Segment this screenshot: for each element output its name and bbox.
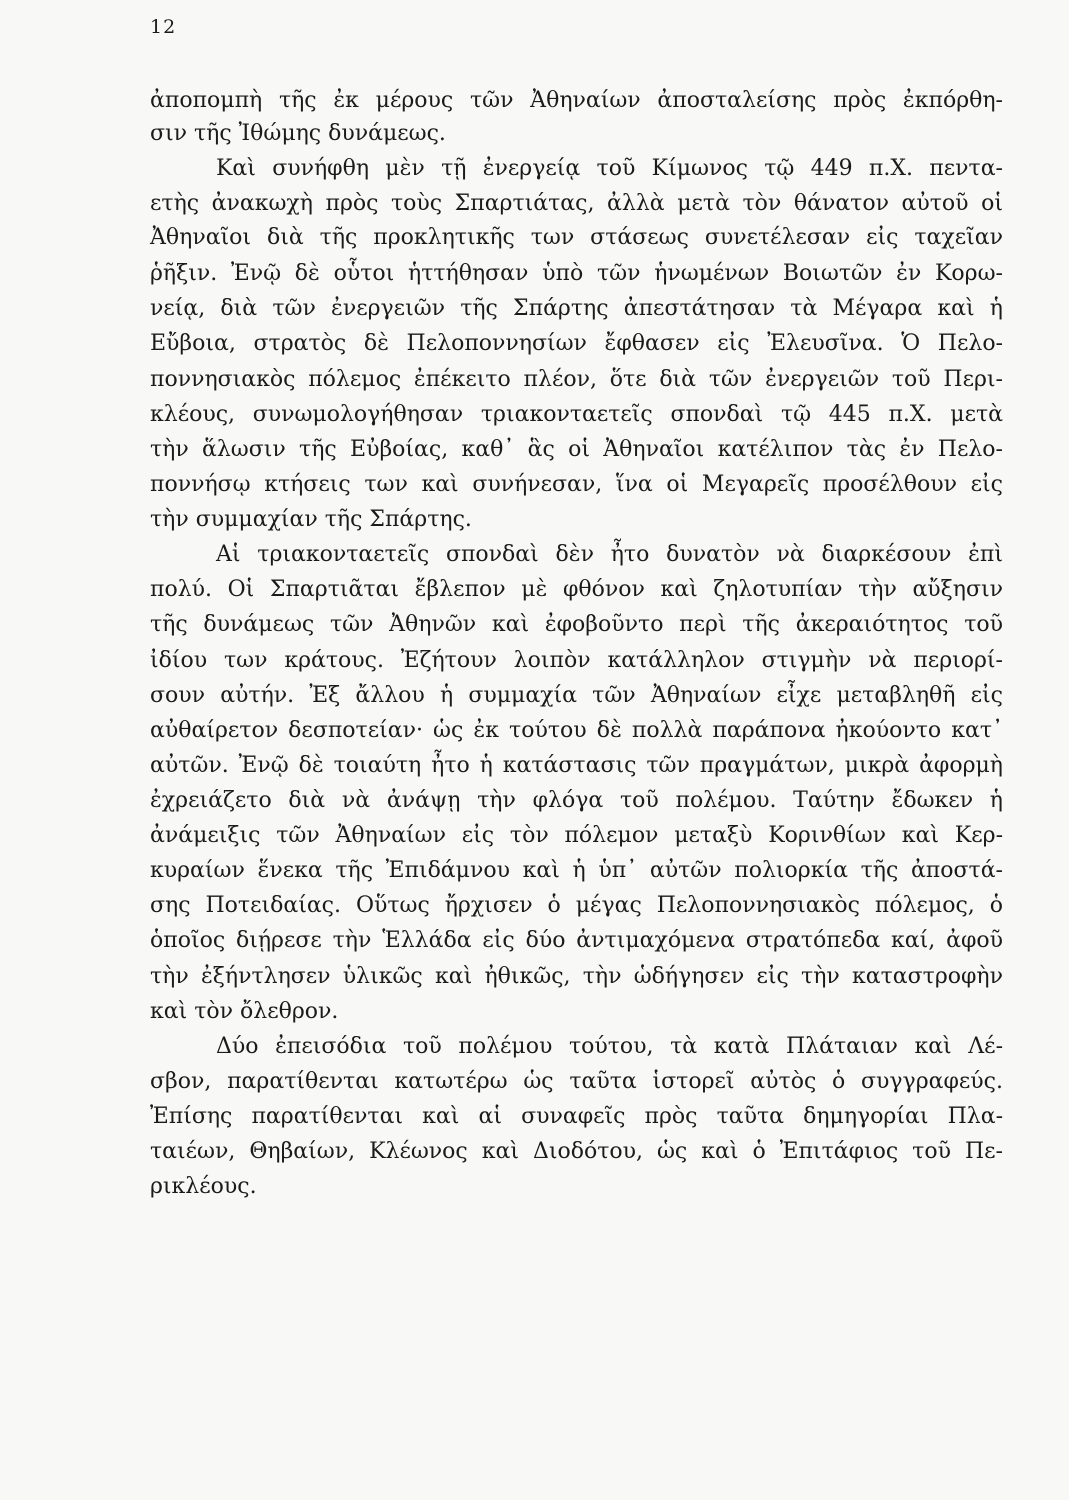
text-line: Εὔβοια, στρατὸς δὲ Πελοποννησίων ἔφθασεν εἰς Ἐλευσῖνα. Ὁ Πελο- <box>150 331 1003 356</box>
text-line: τῆς δυνάμεως τῶν Ἀθηνῶν καὶ ἐφοβοῦντο περὶ τῆς ἀκεραιότητος τοῦ <box>150 612 1003 637</box>
text-line: ποννησιακὸς πόλεμος ἐπέκειτο πλέον, ὅτε διὰ τῶν ἐνεργειῶν τοῦ Περι- <box>150 367 1003 392</box>
text-line: σουν αὐτήν. Ἐξ ἄλλου ἡ συμμαχία τῶν Ἀθηναίων εἶχε μεταβληθῆ εἰς <box>150 683 1003 708</box>
text-line: ἀνάμειξις τῶν Ἀθηναίων εἰς τὸν πόλεμον μεταξὺ Κορινθίων καὶ Κερ- <box>150 823 1003 848</box>
text-line: Αἱ τριακονταετεῖς σπονδαὶ δὲν ἦτο δυνατὸν νὰ διαρκέσουν ἐπὶ <box>216 542 1003 567</box>
text-line: κυραίων ἕνεκα τῆς Ἐπιδάμνου καὶ ἡ ὑπ᾽ αὐτῶν πολιορκία τῆς ἀποστά- <box>150 858 1003 883</box>
text-line: τὴν ἐξήντλησεν ὑλικῶς καὶ ἠθικῶς, τὴν ὡδήγησεν εἰς τὴν καταστροφὴν <box>150 964 1003 989</box>
text-line: Δύο ἐπεισόδια τοῦ πολέμου τούτου, τὰ κατὰ Πλάταιαν καὶ Λέ- <box>216 1034 1003 1059</box>
text-line: σης Ποτειδαίας. Οὕτως ἤρχισεν ὁ μέγας Πελοποννησιακὸς πόλεμος, ὁ <box>150 893 1003 918</box>
text-line: ἀποπομπὴ τῆς ἐκ μέρους τῶν Ἀθηναίων ἀποσταλείσης πρὸς ἐκπόρθη- <box>150 88 1003 113</box>
text-line: Ἀθηναῖοι διὰ τῆς προκλητικῆς των στάσεως συνετέλεσαν εἰς ταχεῖαν <box>150 225 1003 250</box>
text-line: πολύ. Οἱ Σπαρτιᾶται ἔβλεπον μὲ φθόνον καὶ ζηλοτυπίαν τὴν αὔξησιν <box>150 577 1003 602</box>
text-line: Καὶ συνήφθη μὲν τῇ ἐνεργείᾳ τοῦ Κίμωνος τῷ 449 π.Χ. πεντα- <box>216 156 1003 181</box>
text-line: καὶ τὸν ὄλεθρον. <box>150 999 339 1024</box>
text-line: αὐτῶν. Ἐνῷ δὲ τοιαύτη ἦτο ἡ κατάστασις τῶν πραγμάτων, μικρὰ ἀφορμὴ <box>150 753 1003 778</box>
text-line: ρικλέους. <box>150 1174 257 1199</box>
text-line: ετὴς ἀνακωχὴ πρὸς τοὺς Σπαρτιάτας, ἀλλὰ μετὰ τὸν θάνατον αὐτοῦ οἱ <box>150 191 1003 216</box>
text-line: κλέους, συνωμολογήθησαν τριακονταετεῖς σπονδαὶ τῷ 445 π.Χ. μετὰ <box>150 402 1003 427</box>
page-number: 12 <box>150 16 177 38</box>
text-line: ὁποῖος διῄρεσε τὴν Ἑλλάδα εἰς δύο ἀντιμαχόμενα στρατόπεδα καί, ἀφοῦ <box>150 928 1003 953</box>
text-line: ἐχρειάζετο διὰ νὰ ἀνάψῃ τὴν φλόγα τοῦ πολέμου. Ταύτην ἔδωκεν ἡ <box>150 788 1003 813</box>
text-line: αὐθαίρετον δεσποτείαν· ὡς ἐκ τούτου δὲ πολλὰ παράπονα ἠκούοντο κατ᾽ <box>150 718 1003 743</box>
text-line: τὴν ἅλωσιν τῆς Εὐβοίας, καθ᾽ ἃς οἱ Ἀθηναῖοι κατέλιπον τὰς ἐν Πελο- <box>150 437 1003 462</box>
text-line: σβον, παρατίθενται κατωτέρω ὡς ταῦτα ἱστορεῖ αὐτὸς ὁ συγγραφεύς. <box>150 1069 1003 1094</box>
text-line: ἰδίου των κράτους. Ἐζήτουν λοιπὸν κατάλληλον στιγμὴν νὰ περιορί- <box>150 648 1003 673</box>
text-line: τὴν συμμαχίαν τῆς Σπάρτης. <box>150 507 472 532</box>
text-line: ῥῆξιν. Ἐνῷ δὲ οὗτοι ἡττήθησαν ὑπὸ τῶν ἡνωμένων Βοιωτῶν ἐν Κορω- <box>150 261 1003 286</box>
text-line: Ἐπίσης παρατίθενται καὶ αἱ συναφεῖς πρὸς ταῦτα δημηγορίαι Πλα- <box>150 1104 1003 1129</box>
text-line: νείᾳ, διὰ τῶν ἐνεργειῶν τῆς Σπάρτης ἀπεστάτησαν τὰ Μέγαρα καὶ ἡ <box>150 296 1003 321</box>
text-line: σιν τῆς Ἰθώμης δυνάμεως. <box>150 121 446 146</box>
text-line: ταιέων, Θηβαίων, Κλέωνος καὶ Διοδότου, ὡς καὶ ὁ Ἐπιτάφιος τοῦ Πε- <box>150 1139 1003 1164</box>
text-line: ποννήσῳ κτήσεις των καὶ συνήνεσαν, ἵνα οἱ Μεγαρεῖς προσέλθουν εἰς <box>150 472 1003 497</box>
